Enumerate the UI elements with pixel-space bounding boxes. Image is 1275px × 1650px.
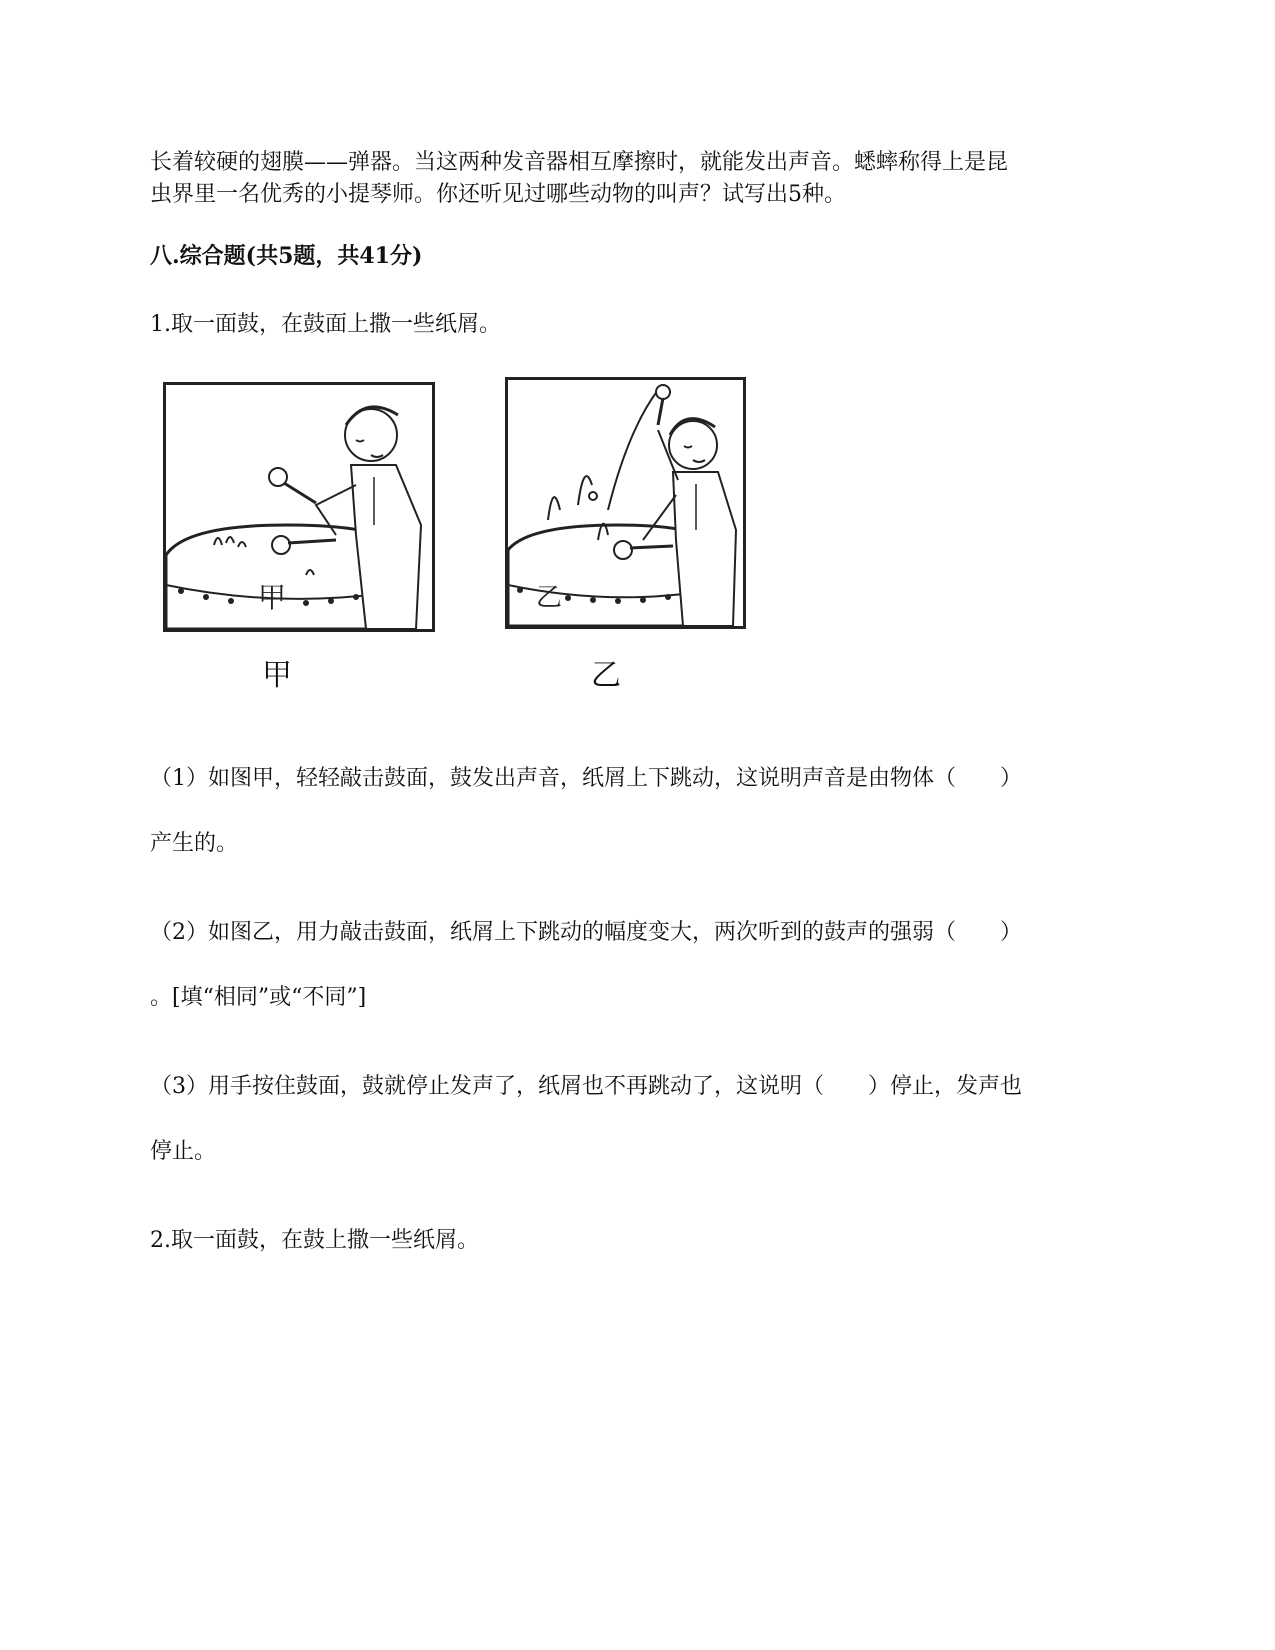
intro-line-1: 长着较硬的翅膜——弹器。当这两种发音器相互摩擦时，就能发出声音。蟋蟀称得上是昆 bbox=[150, 150, 1009, 175]
question-2-stem: 2.取一面鼓，在鼓上撒一些纸屑。 bbox=[150, 1228, 479, 1253]
figure-jia-label: 甲 bbox=[262, 658, 292, 693]
intro-line-2: 虫界里一名优秀的小提琴师。你还听见过哪些动物的叫声？试写出5种。 bbox=[150, 182, 846, 207]
question-1-part-2-line-2: 。[填“相同”或“不同”] bbox=[150, 985, 367, 1010]
question-1-part-3-line-2: 停止。 bbox=[150, 1139, 217, 1164]
question-1-part-2-line-1: （2）如图乙，用力敲击鼓面，纸屑上下跳动的幅度变大，两次听到的鼓声的强弱（ ） bbox=[150, 920, 1023, 945]
drummer-forceful-illustration bbox=[508, 380, 743, 626]
drum-label-yi: 乙 bbox=[536, 583, 563, 613]
section-title: 八.综合题(共5题，共41分) bbox=[150, 243, 423, 269]
question-1-part-1-line-2: 产生的。 bbox=[150, 831, 239, 856]
question-1-stem: 1.取一面鼓，在鼓面上撒一些纸屑。 bbox=[150, 312, 501, 337]
figure-jia bbox=[163, 382, 435, 632]
question-1-part-1-line-1: （1）如图甲，轻轻敲击鼓面，鼓发出声音，纸屑上下跳动，这说明声音是由物体（ ） bbox=[150, 766, 1023, 791]
drum-label-jia: 甲 bbox=[258, 581, 287, 614]
question-1-part-3-line-1: （3）用手按住鼓面，鼓就停止发声了，纸屑也不再跳动了，这说明（ ）停止，发声也 bbox=[150, 1074, 1023, 1099]
figure-yi-label: 乙 bbox=[591, 658, 621, 693]
figure-yi bbox=[505, 377, 746, 629]
drummer-gentle-illustration bbox=[166, 385, 432, 629]
